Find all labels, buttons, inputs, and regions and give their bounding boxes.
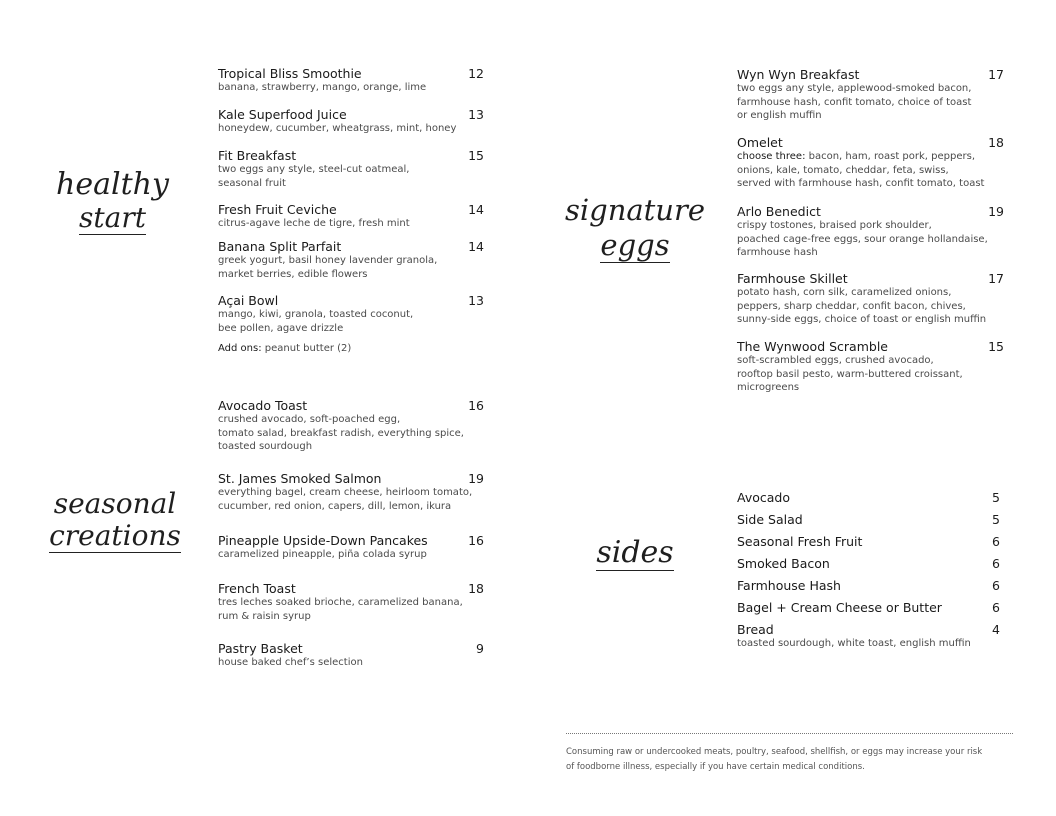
item-description: or english muffin bbox=[737, 110, 822, 121]
item-description: citrus-agave leche de tigre, fresh mint bbox=[218, 218, 410, 229]
section-label-seasonal-creations bbox=[45, 487, 185, 553]
item-description: everything bagel, cream cheese, heirloom tomato, bbox=[218, 487, 473, 498]
menu-item bbox=[218, 202, 486, 231]
section-label-healthy-start bbox=[50, 167, 175, 235]
menu-item bbox=[737, 135, 1005, 191]
item-name: The Wynwood Scramble bbox=[737, 339, 888, 354]
section-label-line: healthy bbox=[56, 167, 169, 202]
item-price: 16 bbox=[468, 398, 484, 413]
item-name: Bagel + Cream Cheese or Butter bbox=[737, 600, 942, 615]
item-price: 19 bbox=[468, 471, 484, 486]
item-name: Kale Superfood Juice bbox=[218, 107, 347, 122]
item-price: 18 bbox=[988, 135, 1004, 150]
item-name: Banana Split Parfait bbox=[218, 239, 342, 254]
side-item bbox=[737, 534, 1005, 549]
item-description: cucumber, red onion, capers, dill, lemon, ikura bbox=[218, 500, 452, 512]
item-description: toasted sourdough, white toast, english muffin bbox=[737, 638, 971, 649]
item-description: soft-scrambled eggs, crushed avocado, bbox=[737, 355, 934, 366]
item-description: caramelized pineapple, piña colada syrup bbox=[218, 549, 427, 560]
item-price: 9 bbox=[476, 641, 484, 656]
item-name: Arlo Benedict bbox=[737, 204, 821, 219]
add-ons-label: Add ons: bbox=[218, 343, 262, 354]
item-name: Avocado bbox=[737, 490, 790, 505]
item-price: 4 bbox=[992, 622, 1000, 637]
item-description: banana, strawberry, mango, orange, lime bbox=[218, 82, 427, 93]
item-price: 15 bbox=[988, 339, 1004, 354]
menu-item bbox=[218, 107, 486, 136]
item-price: 6 bbox=[992, 578, 1000, 593]
item-price: 5 bbox=[992, 512, 1000, 527]
item-price: 5 bbox=[992, 490, 1000, 505]
item-name: Omelet bbox=[737, 135, 783, 150]
item-description: tres leches soaked brioche, caramelized banana, bbox=[218, 597, 463, 608]
item-description: poached cage-free eggs, sour orange hollandaise, bbox=[737, 233, 988, 245]
item-description: two eggs any style, steel-cut oatmeal, bbox=[218, 164, 410, 175]
item-name: Side Salad bbox=[737, 512, 803, 527]
item-price: 15 bbox=[468, 148, 484, 163]
item-price: 12 bbox=[468, 66, 484, 81]
item-name: Avocado Toast bbox=[218, 398, 308, 413]
item-name: Açai Bowl bbox=[218, 293, 279, 308]
side-item bbox=[737, 490, 1005, 505]
menu-item bbox=[218, 66, 486, 95]
item-name: Seasonal Fresh Fruit bbox=[737, 534, 863, 549]
item-name: Wyn Wyn Breakfast bbox=[737, 67, 860, 82]
item-description: farmhouse hash, confit tomato, choice of toast bbox=[737, 96, 972, 108]
item-description: onions, kale, tomato, cheddar, feta, swiss, bbox=[737, 164, 949, 176]
section-label-line: sides bbox=[596, 535, 674, 570]
item-price: 18 bbox=[468, 581, 484, 596]
menu-item bbox=[218, 293, 486, 335]
item-price: 16 bbox=[468, 533, 484, 548]
omelet-lead: choose three: bbox=[737, 151, 806, 162]
item-description: potato hash, corn silk, caramelized onions, bbox=[737, 287, 952, 298]
section-label-line: signature bbox=[564, 193, 706, 227]
section-label-line: start bbox=[79, 201, 146, 234]
item-price: 6 bbox=[992, 600, 1000, 615]
menu-item bbox=[218, 239, 486, 281]
item-description: crispy tostones, braised pork shoulder, bbox=[737, 220, 932, 231]
side-item bbox=[737, 622, 1005, 651]
side-item bbox=[737, 600, 1005, 615]
item-description: tomato salad, breakfast radish, everything spice, bbox=[218, 427, 464, 439]
item-price: 19 bbox=[988, 204, 1004, 219]
item-price: 6 bbox=[992, 556, 1000, 571]
section-label-line: seasonal bbox=[53, 487, 177, 520]
menu-item bbox=[218, 471, 486, 513]
side-item bbox=[737, 556, 1005, 571]
item-price: 13 bbox=[468, 293, 484, 308]
item-price: 14 bbox=[468, 202, 484, 217]
item-description: rooftop basil pesto, warm-buttered croissant, bbox=[737, 368, 963, 380]
item-description: microgreens bbox=[737, 382, 800, 393]
item-description: farmhouse hash bbox=[737, 247, 818, 258]
item-name: Farmhouse Hash bbox=[737, 578, 841, 593]
item-price: 13 bbox=[468, 107, 484, 122]
item-description: greek yogurt, basil honey lavender granola, bbox=[218, 255, 438, 266]
item-description: two eggs any style, applewood-smoked bacon, bbox=[737, 83, 972, 94]
item-name: Smoked Bacon bbox=[737, 556, 830, 571]
menu-item bbox=[737, 271, 1005, 327]
item-name: Pineapple Upside-Down Pancakes bbox=[218, 533, 428, 548]
menu-item bbox=[218, 641, 486, 670]
item-name: St. James Smoked Salmon bbox=[218, 471, 382, 486]
item-name: Fresh Fruit Ceviche bbox=[218, 202, 337, 217]
section-label-signature-eggs bbox=[560, 193, 710, 263]
item-price: 6 bbox=[992, 534, 1000, 549]
item-description: house baked chef’s selection bbox=[218, 657, 363, 668]
food-safety-disclaimer bbox=[566, 745, 996, 775]
item-price: 17 bbox=[988, 67, 1004, 82]
item-description: market berries, edible flowers bbox=[218, 268, 368, 280]
menu-item bbox=[218, 581, 486, 623]
section-label-line: eggs bbox=[600, 228, 670, 262]
menu-item bbox=[218, 533, 486, 562]
item-name: Bread bbox=[737, 622, 774, 637]
item-price: 17 bbox=[988, 271, 1004, 286]
section-label-sides bbox=[580, 535, 690, 571]
item-description: mango, kiwi, granola, toasted coconut, bbox=[218, 309, 414, 320]
menu-item bbox=[218, 148, 486, 190]
item-description: served with farmhouse hash, confit tomato, toast bbox=[737, 178, 985, 189]
menu-item bbox=[737, 67, 1005, 123]
menu-item bbox=[737, 204, 1005, 260]
side-item bbox=[737, 512, 1005, 527]
add-ons-note bbox=[218, 342, 486, 355]
item-description: rum & raisin syrup bbox=[218, 610, 311, 622]
item-description bbox=[737, 150, 1005, 164]
item-description: crushed avocado, soft-poached egg, bbox=[218, 414, 401, 425]
item-description: peppers, sharp cheddar, confit bacon, chives, bbox=[737, 300, 966, 312]
disclaimer-line: Consuming raw or undercooked meats, poultry, seafood, shellfish, or eggs may increase your risk bbox=[566, 747, 983, 757]
item-name: Tropical Bliss Smoothie bbox=[218, 66, 362, 81]
disclaimer-line: of foodborne illness, especially if you have certain medical conditions. bbox=[566, 762, 865, 772]
item-description: sunny-side eggs, choice of toast or english muffin bbox=[737, 314, 987, 325]
add-ons-text: peanut butter (2) bbox=[264, 343, 352, 354]
item-description: toasted sourdough bbox=[218, 441, 313, 452]
item-description: bee pollen, agave drizzle bbox=[218, 322, 344, 334]
menu-item bbox=[218, 398, 486, 454]
side-item bbox=[737, 578, 1005, 593]
item-name: French Toast bbox=[218, 581, 296, 596]
disclaimer-divider bbox=[566, 733, 1013, 734]
item-name: Fit Breakfast bbox=[218, 148, 297, 163]
item-price: 14 bbox=[468, 239, 484, 254]
item-name: Pastry Basket bbox=[218, 641, 303, 656]
item-name: Farmhouse Skillet bbox=[737, 271, 848, 286]
menu-item bbox=[737, 339, 1005, 395]
section-label-line: creations bbox=[49, 519, 181, 552]
item-description: seasonal fruit bbox=[218, 177, 286, 189]
omelet-options: bacon, ham, roast pork, peppers, bbox=[808, 151, 975, 162]
item-description: honeydew, cucumber, wheatgrass, mint, honey bbox=[218, 123, 457, 134]
